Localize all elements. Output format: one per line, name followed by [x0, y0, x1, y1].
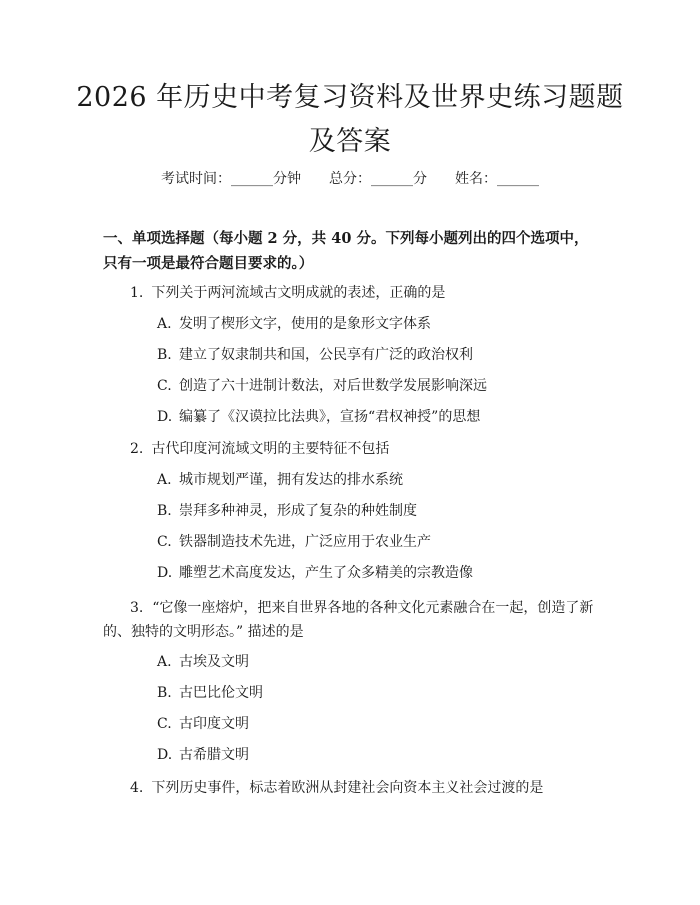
- option-text: 古埃及文明: [179, 654, 249, 670]
- title-line-1: 2026 年历史中考复习资料及世界史练习题题: [76, 82, 624, 113]
- option-text: 创造了六十进制计数法，对后世数学发展影响深远: [179, 378, 487, 394]
- option-letter: D.: [157, 565, 173, 581]
- option-text: 崇拜多种神灵，形成了复杂的种姓制度: [179, 503, 417, 519]
- option-1b: [157, 344, 597, 366]
- option-letter: B.: [157, 685, 172, 701]
- question-1: [130, 281, 600, 305]
- option-2b: [157, 500, 597, 522]
- option-3a: [157, 651, 597, 673]
- question-text: 下列历史事件，标志着欧洲从封建社会向资本主义社会过渡的是: [151, 780, 544, 796]
- exam-name: 姓名：______: [455, 171, 539, 187]
- exam-score: 总分：______分: [329, 171, 427, 187]
- option-1d: [157, 406, 597, 428]
- option-text: 发明了楔形文字，使用的是象形文字体系: [179, 316, 431, 332]
- option-letter: B.: [157, 503, 172, 519]
- option-letter: D.: [157, 747, 173, 763]
- option-3d: [157, 744, 597, 766]
- option-text: 城市规划严谨，拥有发达的排水系统: [179, 472, 403, 488]
- option-letter: A.: [157, 654, 172, 670]
- option-2c: [157, 531, 597, 553]
- question-2: [130, 437, 600, 461]
- question-number: 1.: [130, 285, 144, 301]
- title-line-2: 及答案: [308, 126, 392, 157]
- option-letter: B.: [157, 347, 172, 363]
- option-text: 铁器制造技术先进，广泛应用于农业生产: [179, 534, 431, 550]
- option-letter: C.: [157, 716, 172, 732]
- question-number: 4.: [130, 780, 144, 796]
- option-text: 雕塑艺术高度发达，产生了众多精美的宗教造像: [179, 565, 473, 581]
- option-letter: A.: [157, 316, 172, 332]
- option-1c: [157, 375, 597, 397]
- option-text: 编纂了《汉谟拉比法典》，宣扬“君权神授”的思想: [179, 409, 481, 425]
- option-letter: D.: [157, 409, 173, 425]
- option-text: 古巴比伦文明: [179, 685, 263, 701]
- question-text: “它像一座熔炉，把来自世界各地的各种文化元素融合在一起，创造了新的、独特的文明形态。” 描述的是: [103, 600, 594, 640]
- question-number: 2.: [130, 441, 144, 457]
- option-1a: [157, 313, 597, 335]
- question-text: 下列关于两河流域古文明成就的表述，正确的是: [151, 285, 446, 301]
- option-3b: [157, 682, 597, 704]
- document-title: [60, 76, 640, 164]
- option-2d: [157, 562, 597, 584]
- question-number: 3.: [130, 600, 144, 616]
- option-text: 古印度文明: [179, 716, 249, 732]
- question-3: [103, 596, 600, 644]
- option-letter: A.: [157, 472, 172, 488]
- option-text: 建立了奴隶制共和国，公民享有广泛的政治权利: [179, 347, 473, 363]
- question-text: 古代印度河流域文明的主要特征不包括: [151, 441, 390, 457]
- exam-meta: [0, 168, 700, 188]
- section-heading: 一、单项选择题（每小题 2 分，共 40 分。下列每小题列出的四个选项中，只有一项是最符合题目要求的。）: [103, 230, 589, 272]
- option-letter: C.: [157, 534, 172, 550]
- option-letter: C.: [157, 378, 172, 394]
- exam-time: 考试时间：______分钟: [161, 171, 301, 187]
- option-text: 古希腊文明: [179, 747, 249, 763]
- option-3c: [157, 713, 597, 735]
- question-4: [130, 776, 600, 800]
- option-2a: [157, 469, 597, 491]
